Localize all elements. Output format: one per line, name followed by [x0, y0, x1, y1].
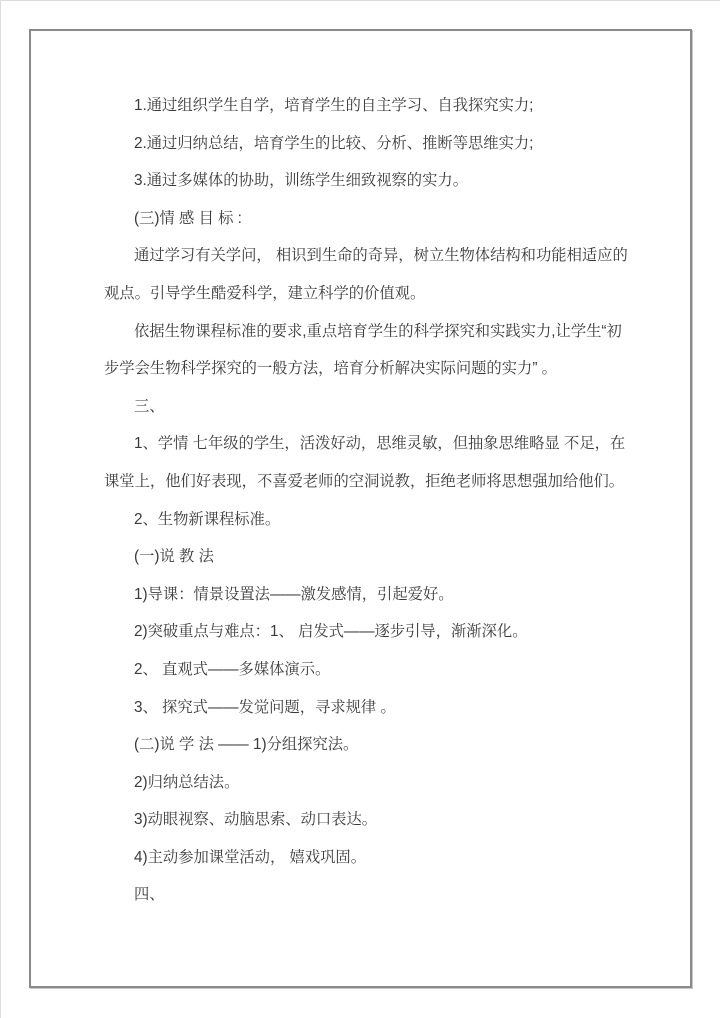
- document-line: 2、 直观式——多媒体演示。: [134, 660, 331, 678]
- document-line: 依据生物课程标准的要求,重点培育学生的科学探究和实践实力,让学生“初: [134, 322, 622, 340]
- document-line: (二)说 学 法 —— 1)分组探究法。: [134, 736, 359, 754]
- document-line: 1.通过组织学生自学，培育学生的自主学习、自我探究实力;: [134, 97, 534, 114]
- document-line: 1、学情 七年级的学生，活泼好动，思维灵敏，但抽象思维略显 不足，在: [134, 435, 626, 453]
- document-line: 4)主动参加课堂活动， 嬉戏巩固。: [134, 848, 367, 866]
- document-line: 3、 探究式——发觉问题，寻求规律 。: [134, 698, 396, 716]
- document-line: 2)突破重点与难点：1、 启发式——逐步引导，渐渐深化。: [134, 623, 528, 641]
- document-line: 3.通过多媒体的协助，训练学生细致视察的实力。: [134, 172, 468, 190]
- document-line: 2、生物新课程标准。: [134, 510, 281, 528]
- document-line: 课堂上，他们好表现，不喜爱老师的空洞说教，拒绝老师将思想强加给他们。: [104, 472, 625, 490]
- document-line: 通过学习有关学问， 相识到生命的奇异，树立生物体结构和功能相适应的: [134, 247, 628, 265]
- document-line: 3)动眼视察、动脑思索、动口表达。: [134, 811, 378, 829]
- document-line: 四、: [134, 886, 165, 904]
- document-line: 1)导课：情景设置法——激发感情，引起爱好。: [134, 585, 454, 603]
- document-line: 步学会生物科学探究的一般方法，培育分析解决实际问题的实力” 。: [104, 360, 557, 378]
- document-line: (一)说 教 法: [134, 548, 214, 566]
- document-line: 三、: [134, 397, 165, 415]
- document-line: 观点。引导学生酷爱科学，建立科学的价值观。: [104, 284, 426, 302]
- document-line: 2)归纳总结法。: [134, 773, 240, 791]
- document-line: (三)情 感 目 标 :: [134, 209, 242, 227]
- document-line: 2.通过归纳总结，培育学生的比较、分析、推断等思维实力;: [134, 134, 534, 152]
- document-content: [104, 87, 628, 914]
